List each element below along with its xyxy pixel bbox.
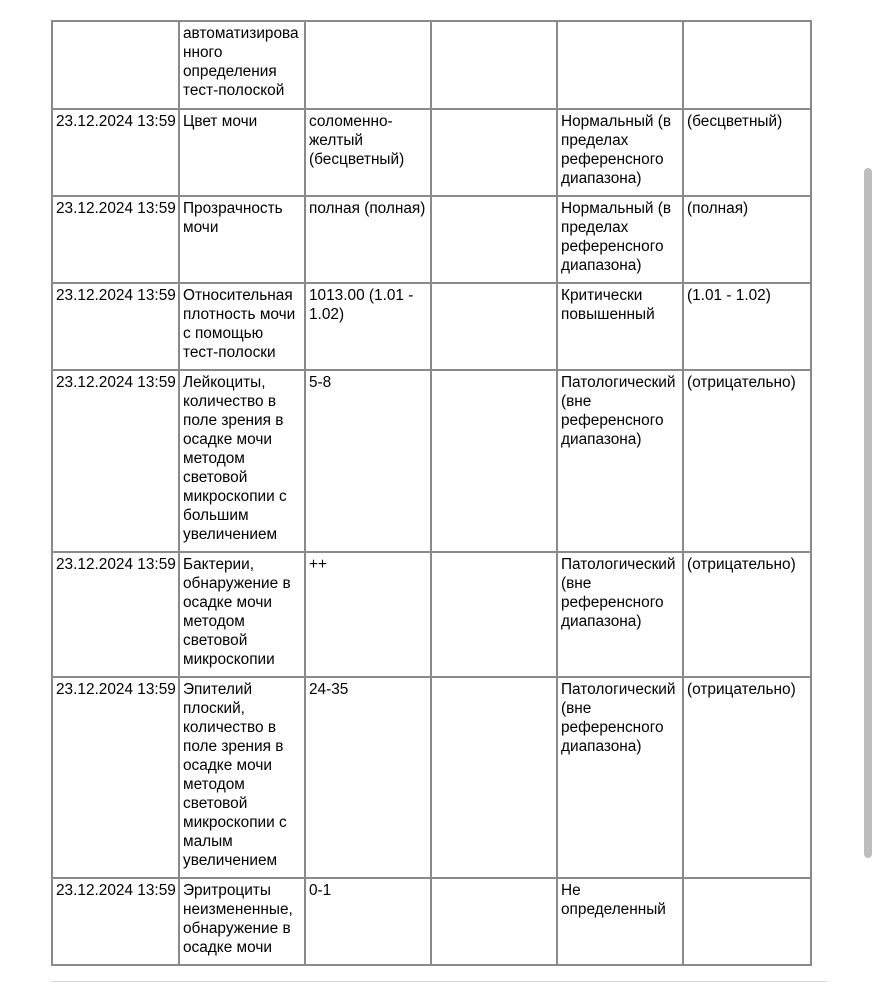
test-name-cell: Прозрачность мочи — [179, 196, 305, 283]
assessment-cell: Нормальный (в пределах референсного диапазона) — [557, 196, 683, 283]
test-name-cell: Цвет мочи — [179, 109, 305, 196]
test-name-cell: Эпителий плоский, количество в поле зрения в осадке мочи методом световой микроскопии с малым увеличением — [179, 677, 305, 878]
table-row — [52, 677, 811, 878]
assessment-cell: Патологический (вне референсного диапазона) — [557, 370, 683, 552]
unit-cell — [431, 21, 557, 109]
result-cell: 5-8 — [305, 370, 431, 552]
test-name-cell: Относительная плотность мочи с помощью тест-полоски — [179, 283, 305, 370]
unit-cell — [431, 196, 557, 283]
reference-cell — [683, 21, 811, 109]
reference-cell: (1.01 - 1.02) — [683, 283, 811, 370]
result-cell: 24-35 — [305, 677, 431, 878]
reference-cell: (полная) — [683, 196, 811, 283]
lab-results-table — [51, 20, 812, 966]
scrollbar-thumb[interactable] — [864, 168, 872, 858]
date-cell: 23.12.2024 13:59 — [52, 196, 179, 283]
table-row — [52, 552, 811, 677]
date-cell: 23.12.2024 13:59 — [52, 109, 179, 196]
date-cell: 23.12.2024 13:59 — [52, 370, 179, 552]
table-row — [52, 109, 811, 196]
unit-cell — [431, 677, 557, 878]
page-separator — [51, 981, 827, 982]
result-cell: 1013.00 (1.01 - 1.02) — [305, 283, 431, 370]
reference-cell — [683, 878, 811, 965]
result-cell: ++ — [305, 552, 431, 677]
test-name-cell: Бактерии, обнаружение в осадке мочи методом световой микроскопии — [179, 552, 305, 677]
assessment-cell: Нормальный (в пределах референсного диапазона) — [557, 109, 683, 196]
test-name-cell: автоматизированного определения тест-полоской — [179, 21, 305, 109]
reference-cell: (отрицательно) — [683, 677, 811, 878]
result-cell: полная (полная) — [305, 196, 431, 283]
unit-cell — [431, 283, 557, 370]
reference-cell: (отрицательно) — [683, 552, 811, 677]
assessment-cell: Патологический (вне референсного диапазона) — [557, 677, 683, 878]
date-cell: 23.12.2024 13:59 — [52, 283, 179, 370]
assessment-cell — [557, 21, 683, 109]
date-cell: 23.12.2024 13:59 — [52, 677, 179, 878]
date-cell: 23.12.2024 13:59 — [52, 878, 179, 965]
unit-cell — [431, 109, 557, 196]
test-name-cell: Лейкоциты, количество в поле зрения в осадке мочи методом световой микроскопии с большим увеличением — [179, 370, 305, 552]
assessment-cell: Патологический (вне референсного диапазона) — [557, 552, 683, 677]
date-cell — [52, 21, 179, 109]
result-cell: 0-1 — [305, 878, 431, 965]
table-row — [52, 878, 811, 965]
date-cell: 23.12.2024 13:59 — [52, 552, 179, 677]
table-row — [52, 370, 811, 552]
table-row — [52, 21, 811, 109]
reference-cell: (отрицательно) — [683, 370, 811, 552]
unit-cell — [431, 878, 557, 965]
test-name-cell: Эритроциты неизмененные, обнаружение в осадке мочи — [179, 878, 305, 965]
result-cell: соломенно-желтый (бесцветный) — [305, 109, 431, 196]
unit-cell — [431, 552, 557, 677]
result-cell — [305, 21, 431, 109]
table-row — [52, 283, 811, 370]
unit-cell — [431, 370, 557, 552]
assessment-cell: Критически повышенный — [557, 283, 683, 370]
reference-cell: (бесцветный) — [683, 109, 811, 196]
assessment-cell: Не определенный — [557, 878, 683, 965]
table-row — [52, 196, 811, 283]
